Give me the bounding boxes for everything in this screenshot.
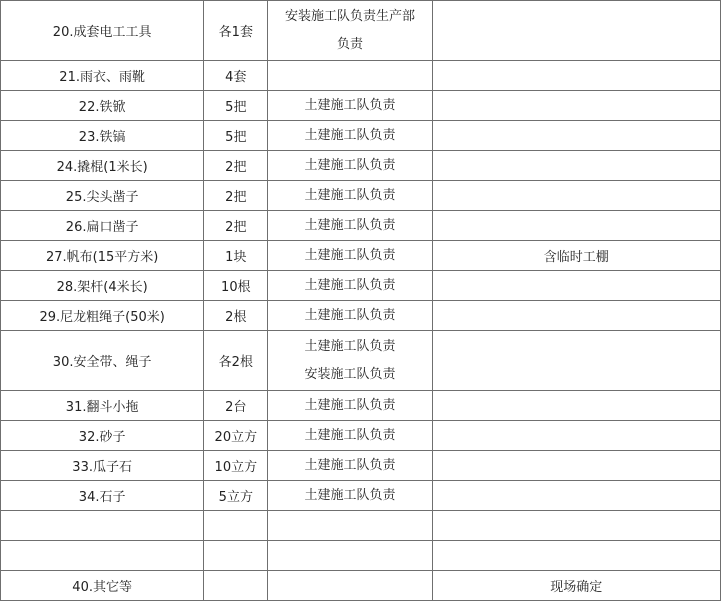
item-name-cell: 22.铁锨 [1, 91, 204, 121]
responsibility-line: 土建施工队负责 [304, 397, 396, 413]
table-row [1, 271, 721, 301]
quantity-cell: 4套 [204, 61, 268, 91]
item-name-cell [1, 511, 204, 541]
item-name-cell: 28.架杆(4米长) [1, 271, 204, 301]
quantity-cell: 20立方 [204, 421, 268, 451]
table-row [1, 301, 721, 331]
quantity-cell: 5立方 [204, 481, 268, 511]
quantity-cell: 各2根 [204, 331, 268, 391]
responsibility-line: 土建施工队负责 [304, 217, 396, 233]
item-name-cell: 21.雨衣、雨靴 [1, 61, 204, 91]
item-name-cell: 33.瓜子石 [1, 451, 204, 481]
quantity-cell: 2把 [204, 151, 268, 181]
responsibility-cell [268, 571, 432, 601]
note-cell [432, 181, 720, 211]
responsibility-cell [268, 451, 432, 481]
quantity-cell: 2根 [204, 301, 268, 331]
item-name-cell: 40.其它等 [1, 571, 204, 601]
table-row [1, 391, 721, 421]
note-cell [432, 61, 720, 91]
responsibility-cell [268, 151, 432, 181]
item-name-cell: 23.铁镐 [1, 121, 204, 151]
item-name-cell: 26.扁口凿子 [1, 211, 204, 241]
table-row [1, 241, 721, 271]
item-name-cell: 34.石子 [1, 481, 204, 511]
item-name-cell: 30.安全带、绳子 [1, 331, 204, 391]
note-cell [432, 331, 720, 391]
quantity-cell [204, 541, 268, 571]
item-name-cell: 25.尖头凿子 [1, 181, 204, 211]
note-cell [432, 301, 720, 331]
responsibility-line: 土建施工队负责 [304, 338, 396, 354]
responsibility-line: 土建施工队负责 [304, 487, 396, 503]
item-name-cell: 20.成套电工工具 [1, 1, 204, 61]
responsibility-cell [268, 391, 432, 421]
note-cell [432, 451, 720, 481]
quantity-cell: 2台 [204, 391, 268, 421]
table-row [1, 151, 721, 181]
quantity-cell: 各1套 [204, 1, 268, 61]
table-row [1, 61, 721, 91]
note-cell [432, 481, 720, 511]
responsibility-cell [268, 541, 432, 571]
responsibility-cell [268, 271, 432, 301]
responsibility-cell [268, 1, 432, 61]
responsibility-line: 负责 [336, 36, 363, 52]
responsibility-cell [268, 91, 432, 121]
table-row [1, 331, 721, 391]
responsibility-line: 土建施工队负责 [304, 157, 396, 173]
note-cell [432, 1, 720, 61]
responsibility-line: 土建施工队负责 [304, 457, 396, 473]
quantity-cell: 5把 [204, 121, 268, 151]
note-cell [432, 121, 720, 151]
responsibility-cell [268, 511, 432, 541]
quantity-cell: 2把 [204, 181, 268, 211]
table-row [1, 541, 721, 571]
table-row [1, 421, 721, 451]
responsibility-cell [268, 61, 432, 91]
table-row [1, 121, 721, 151]
responsibility-cell [268, 181, 432, 211]
item-name-cell: 29.尼龙粗绳子(50米) [1, 301, 204, 331]
quantity-cell: 1块 [204, 241, 268, 271]
responsibility-cell [268, 331, 432, 391]
note-cell [432, 211, 720, 241]
item-name-cell: 24.撬棍(1米长) [1, 151, 204, 181]
item-name-cell: 31.翻斗小拖 [1, 391, 204, 421]
responsibility-cell [268, 301, 432, 331]
responsibility-cell [268, 121, 432, 151]
responsibility-line: 土建施工队负责 [304, 247, 396, 263]
note-cell [432, 91, 720, 121]
note-cell [432, 151, 720, 181]
responsibility-line: 土建施工队负责 [304, 97, 396, 113]
table-row [1, 181, 721, 211]
responsibility-cell [268, 241, 432, 271]
quantity-cell [204, 571, 268, 601]
table-row [1, 571, 721, 601]
item-name-cell: 32.砂子 [1, 421, 204, 451]
quantity-cell: 10根 [204, 271, 268, 301]
table-row [1, 451, 721, 481]
quantity-cell: 2把 [204, 211, 268, 241]
note-cell [432, 271, 720, 301]
responsibility-line: 土建施工队负责 [304, 307, 396, 323]
note-cell [432, 391, 720, 421]
note-cell: 含临时工棚 [432, 241, 720, 271]
responsibility-line: 土建施工队负责 [304, 277, 396, 293]
quantity-cell [204, 511, 268, 541]
item-name-cell [1, 541, 204, 571]
responsibility-line: 土建施工队负责 [304, 187, 396, 203]
table-row [1, 1, 721, 61]
responsibility-cell [268, 481, 432, 511]
item-name-cell: 27.帆布(15平方米) [1, 241, 204, 271]
responsibility-line: 土建施工队负责 [304, 427, 396, 443]
responsibility-line: 安装施工队负责生产部 [284, 8, 415, 24]
table-row [1, 211, 721, 241]
table-row [1, 91, 721, 121]
responsibility-cell [268, 421, 432, 451]
responsibility-line: 土建施工队负责 [304, 127, 396, 143]
note-cell: 现场确定 [432, 571, 720, 601]
table-row [1, 481, 721, 511]
table-body [1, 1, 721, 601]
note-cell [432, 511, 720, 541]
responsibility-line: 安装施工队负责 [304, 366, 396, 382]
quantity-cell: 10立方 [204, 451, 268, 481]
quantity-cell: 5把 [204, 91, 268, 121]
responsibility-cell [268, 211, 432, 241]
note-cell [432, 541, 720, 571]
note-cell [432, 421, 720, 451]
table-row [1, 511, 721, 541]
